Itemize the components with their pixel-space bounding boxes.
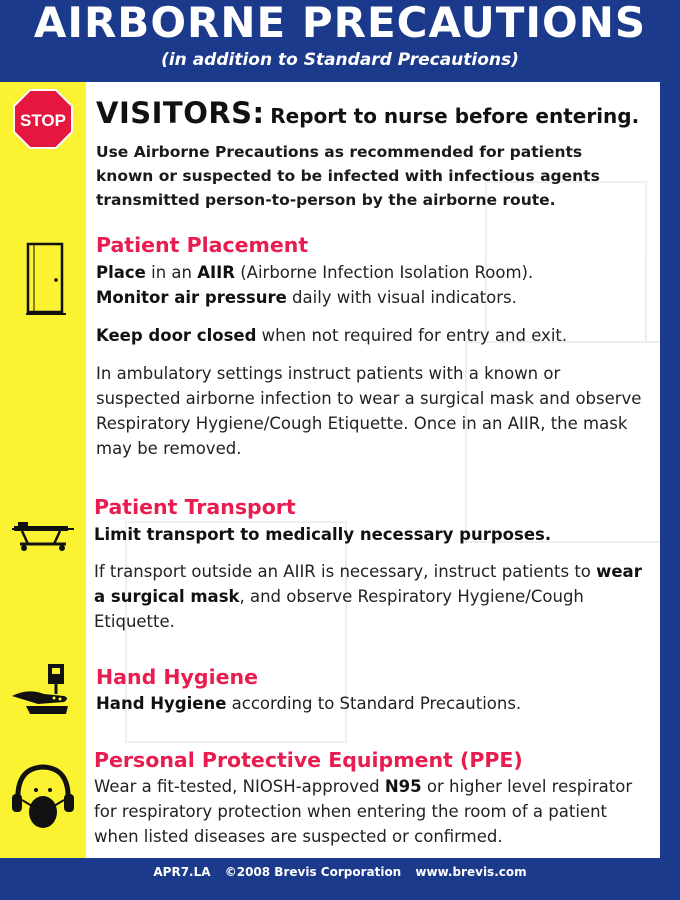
ppe-paragraph: Wear a fit-tested, NIOSH-approved N95 or higher level respirator for respiratory protection when entering the room of a patient when listed diseases are suspected or confirmed. bbox=[94, 777, 633, 846]
sign-title: AIRBORNE PRECAUTIONS bbox=[33, 0, 647, 47]
visitors-notice bbox=[96, 96, 639, 130]
visitors-heading: VISITORS: bbox=[96, 96, 265, 130]
transport-paragraph-1: Limit transport to medically necessary purposes. bbox=[94, 525, 552, 544]
sign-footer bbox=[0, 862, 680, 882]
transport-paragraph-2: If transport outside an AIIR is necessary, instruct patients to wear a surgical mask, and observe Respiratory Hygiene/Cough Etiquette. bbox=[94, 562, 642, 631]
content-panel bbox=[0, 82, 660, 858]
stop-sign-label: STOP bbox=[20, 111, 66, 130]
placement-paragraph-3: In ambulatory settings instruct patients with a known or suspected airborne infection to wear a surgical mask and observe Respiratory Hygiene/Cough Etiquette. Once in an AIIR, the mask may be removed. bbox=[96, 364, 642, 458]
footer-copyright: ©2008 Brevis Corporation bbox=[224, 865, 402, 879]
placement-heading: Patient Placement bbox=[96, 233, 309, 257]
stretcher-icon bbox=[10, 520, 76, 552]
hand-washing-icon bbox=[8, 662, 78, 718]
visitors-text: Report to nurse before entering. bbox=[270, 104, 640, 128]
ppe-heading: Personal Protective Equipment (PPE) bbox=[94, 748, 523, 772]
placement-paragraph-2: Keep door closed when not required for entry and exit. bbox=[96, 326, 568, 345]
transport-heading: Patient Transport bbox=[94, 495, 296, 519]
sign-subtitle: (in addition to Standard Precautions) bbox=[161, 50, 519, 70]
door-icon bbox=[26, 242, 66, 316]
hygiene-paragraph: Hand Hygiene according to Standard Precautions. bbox=[96, 694, 522, 713]
placement-paragraph-1: Place in an AIIR (Airborne Infection Isolation Room). Monitor air pressure daily with visual indicators. bbox=[96, 263, 534, 307]
hygiene-heading: Hand Hygiene bbox=[96, 665, 259, 689]
footer-url: www.brevis.com bbox=[415, 865, 527, 879]
respirator-icon bbox=[10, 762, 76, 832]
stop-sign-icon bbox=[12, 88, 74, 150]
icon-sidebar bbox=[0, 82, 86, 858]
intro-text: Use Airborne Precautions as recommended for patients known or suspected to be infected with infectious agents transmitted person-to-person by the airborne route. bbox=[96, 143, 600, 209]
footer-code: APR7.LA bbox=[153, 865, 211, 879]
